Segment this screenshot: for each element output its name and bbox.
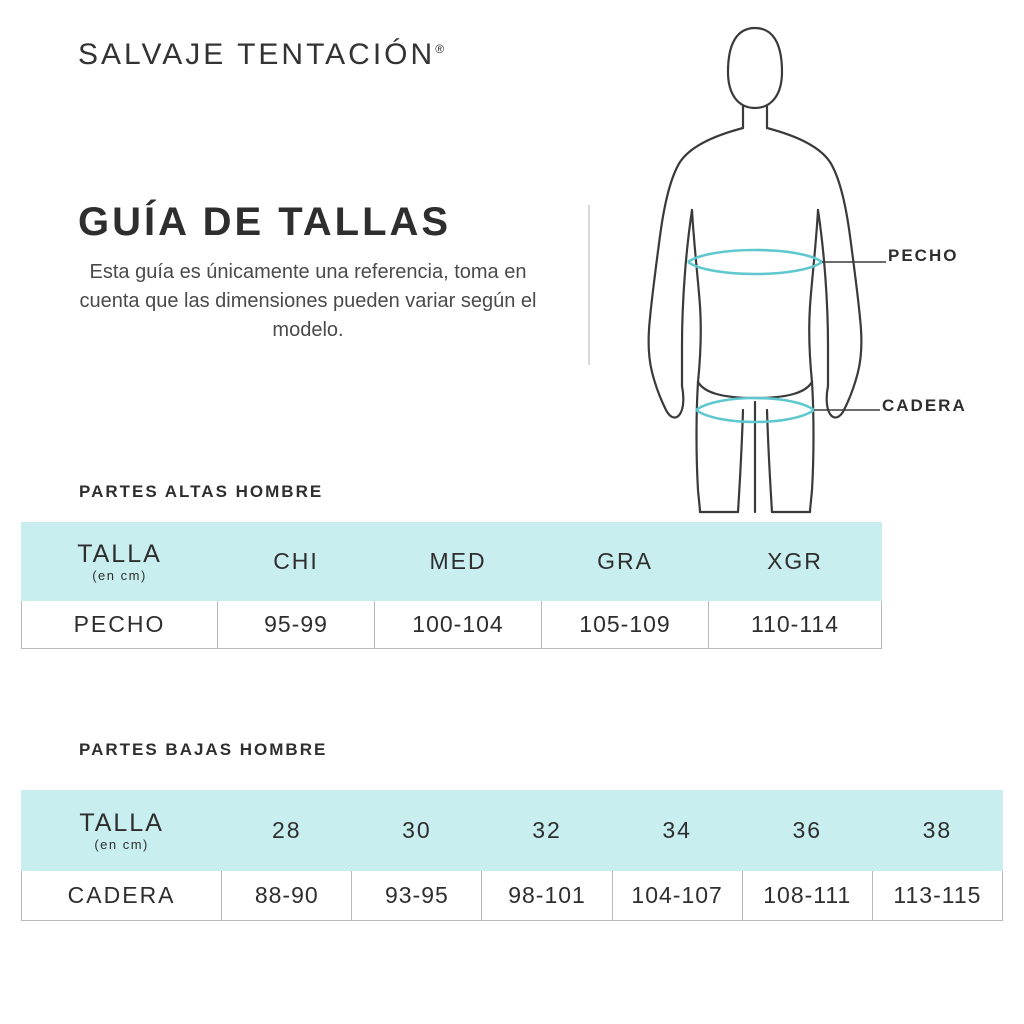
cell-pecho-med: 100-104 — [375, 601, 542, 649]
table-header-row — [22, 523, 882, 601]
cell-pecho-xgr: 110-114 — [709, 601, 882, 649]
header-col-38: 38 — [872, 791, 1002, 871]
table-header-row — [22, 791, 1003, 871]
header-col-chi: CHI — [218, 523, 375, 601]
table-row — [22, 601, 882, 649]
section-caption-bottom: PARTES BAJAS HOMBRE — [79, 740, 328, 759]
male-body-figure — [600, 10, 910, 520]
row-label-cadera: CADERA — [22, 871, 222, 921]
page-subtitle: Esta guía es únicamente una referencia, toma en cuenta que las dimensiones pueden variar según el modelo. — [79, 261, 537, 341]
brand-name: SALVAJE TENTACIÓN — [78, 38, 436, 71]
cell-pecho-gra: 105-109 — [542, 601, 709, 649]
cell-cadera-30: 93-95 — [352, 871, 482, 921]
header-size-label: TALLA — [77, 539, 162, 568]
cell-cadera-36: 108-111 — [742, 871, 872, 921]
cell-cadera-32: 98-101 — [482, 871, 612, 921]
cell-cadera-28: 88-90 — [222, 871, 352, 921]
header-col-xgr: XGR — [709, 523, 882, 601]
section-caption-top: PARTES ALTAS HOMBRE — [79, 482, 324, 501]
header-col-gra: GRA — [542, 523, 709, 601]
header-unit-label: (en cm) — [94, 836, 149, 852]
figure-label-hip: CADERA — [882, 396, 967, 415]
header-size-label: TALLA — [79, 808, 164, 837]
header-col-28: 28 — [222, 791, 352, 871]
brand-logo — [78, 38, 444, 72]
header-col-32: 32 — [482, 791, 612, 871]
figure-label-chest: PECHO — [888, 246, 959, 265]
header-col-36: 36 — [742, 791, 872, 871]
header-size-cell — [22, 791, 222, 871]
cell-cadera-38: 113-115 — [872, 871, 1002, 921]
row-label-pecho: PECHO — [22, 601, 218, 649]
vertical-divider — [588, 205, 590, 365]
size-table-top — [21, 522, 882, 649]
header-col-30: 30 — [352, 791, 482, 871]
cell-pecho-chi: 95-99 — [218, 601, 375, 649]
page-title: GUÍA DE TALLAS — [78, 200, 452, 244]
cell-cadera-34: 104-107 — [612, 871, 742, 921]
header-col-34: 34 — [612, 791, 742, 871]
header-unit-label: (en cm) — [92, 567, 147, 583]
registered-mark: ® — [435, 42, 445, 56]
body-outline-icon — [600, 10, 910, 520]
header-col-med: MED — [375, 523, 542, 601]
chest-measure-line — [688, 250, 822, 274]
header-size-cell — [22, 523, 218, 601]
size-table-bottom — [21, 790, 1003, 921]
leader-lines — [814, 262, 886, 410]
table-row — [22, 871, 1003, 921]
